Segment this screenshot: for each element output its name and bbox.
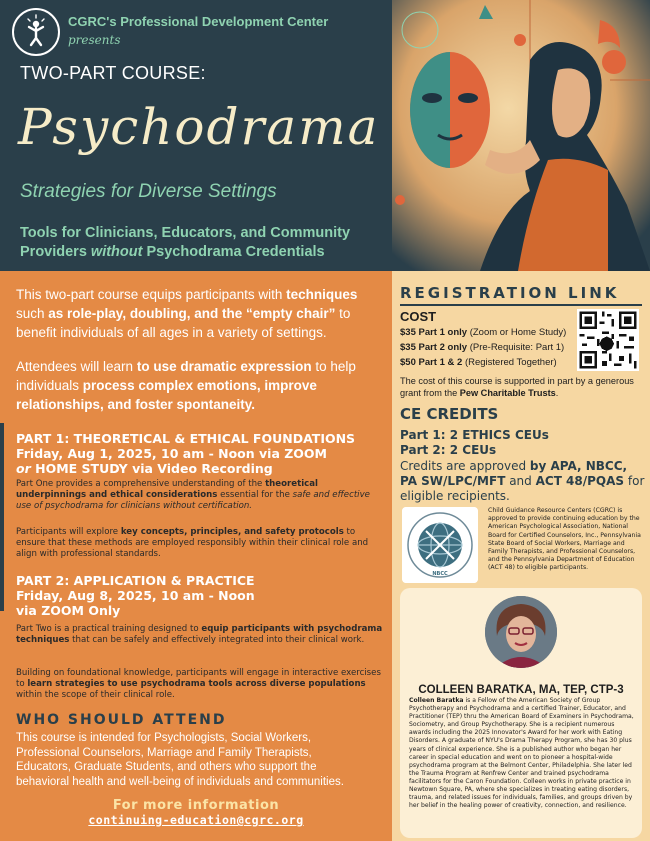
text-emphasis: ACT 48/PQAS: [535, 474, 625, 488]
who-should-attend-text: This course is intended for Psychologists, Social Workers, Professional Counselors, Marriage and Family Therapists, Educators, Graduate Students, and others who support the behavioral health and well-being of individuals and communities.: [16, 732, 344, 788]
presenter-name: CGRC's Professional Development Center: [68, 14, 329, 29]
part1-description-2: [16, 527, 384, 560]
ce-part1: Part 1: 2 ETHICS CEUs: [400, 428, 549, 442]
tagline-line-1: Tools for Clinicians, Educators, and Community: [20, 225, 351, 241]
person-icon: [14, 10, 58, 54]
cost-price: $35 Part 1 only: [400, 327, 468, 338]
text-emphasis: techniques: [286, 287, 358, 302]
more-info-label: For more information: [112, 798, 280, 813]
cost-row: [400, 327, 566, 338]
text-run: to help individuals: [16, 359, 356, 393]
cost-note: (Pre-Requisite: Part 1): [467, 342, 565, 353]
tagline-part: Providers: [20, 244, 91, 260]
text-run: for eligible recipients.: [400, 474, 645, 503]
text-run: The cost of this course is supported in part by a generous grant from the: [400, 376, 634, 398]
course-tagline: [20, 224, 400, 262]
text-italic: safe and effective use of psychodrama for clinicians without certification.: [16, 490, 370, 511]
header-banner: [0, 0, 650, 271]
course-subtitle: Strategies for Diverse Settings: [20, 181, 277, 202]
text-run: Building on foundational knowledge, participants will engage in interactive exercises to: [16, 668, 381, 689]
part2-via: via ZOOM Only: [16, 603, 121, 618]
text-emphasis: or: [16, 461, 31, 476]
text-run: such: [16, 306, 49, 321]
ce-approval-text: [400, 459, 648, 504]
part2-description-1: [16, 624, 384, 646]
cost-row: [400, 357, 557, 368]
cgrc-logo: [12, 8, 60, 56]
text-run: is a Fellow of the American Society of Group Psychotherapy and Psychodrama and a certified Trainer, Educator, and Practitioner (TEP) thru the American Board of Examiners in Psychodrama, Sociometry, and Group Psychotherapy. She is a recipient numerous awards including the 2025 Innovator's Award for her work with Eating Disorders. A graduate of NYU's Drama Therapy Program, she has 30 plus years of clinical experience. She is a published author who began her career in special education and went on to pioneer a hospital-wide psychodrama program at the Belmont Center, Philadelphia. She later led the Trauma Program at Renfrew Center and trained psychodrama facilitators for the Caron Foundation. Colleen works in private practice in Newtown Square, PA, where she specializes in treating eating disorders, trauma, and related issues for individuals, families, and groups driven by her belief in the healing power of creativity, connection, and resilience.: [409, 697, 634, 810]
header-text-area: [0, 0, 390, 271]
part2-date: Friday, Aug 8, 2025, 10 am - Noon: [16, 588, 255, 603]
cost-price: $35 Part 2 only: [400, 342, 468, 353]
ce-credits-heading: CE CREDITS: [400, 405, 499, 423]
text-run: Attendees will learn: [16, 359, 137, 374]
intro-paragraph-1: [16, 285, 386, 342]
part2-description-2: [16, 668, 384, 701]
section-accent-bar: [0, 423, 4, 611]
text-run: to benefit individuals of all ages in a variety of settings.: [16, 306, 351, 340]
text-emphasis: equip participants with psychodrama techniques: [16, 624, 383, 645]
seal-label: NBCC: [432, 571, 448, 577]
text-run: Part Two is a practical training designed to: [16, 624, 202, 634]
instructor-name: COLLEEN BARATKA, MA, TEP, CTP-3: [418, 684, 624, 696]
cost-funding-note: [400, 375, 644, 399]
mask-portrait-illustration: [380, 0, 650, 271]
instructor-bio-card: [400, 588, 642, 838]
tagline-emphasis: without: [90, 244, 143, 260]
text-emphasis: learn strategies to use psychodrama tools across diverse populations: [27, 679, 366, 689]
registration-link-heading[interactable]: REGISTRATION LINK: [400, 284, 642, 306]
text-run: and: [505, 474, 536, 488]
text-run: that can be safely and effectively integrated into their clinical work.: [69, 635, 365, 645]
text-emphasis: theoretical underpinnings and ethical considerations: [16, 479, 318, 500]
text-run: .: [555, 388, 559, 398]
text-run: Participants will explore: [16, 527, 121, 537]
part1-heading: PART 1: THEORETICAL & ETHICAL FOUNDATIONS: [16, 431, 356, 446]
text-emphasis: Pew Charitable Trusts: [459, 388, 556, 398]
part1-description-1: [16, 479, 384, 512]
cost-heading: COST: [400, 309, 437, 324]
intro-paragraph-2: [16, 357, 388, 414]
part2-heading: PART 2: APPLICATION & PRACTICE: [16, 573, 255, 588]
instructor-avatar: [485, 596, 557, 668]
text-run: This two-part course equips participants with: [16, 287, 287, 302]
ce-provider-statement: Child Guidance Resource Centers (CGRC) is approved to provide continuing education by the American Psychological Association, National Board for Certified Counselors, Inc., Pennsylvania State Board of Social Workers, Marriage and Family Therapists, and Professional Counselors, and the Pennsylvania Department of Education (ACT 48) to eligible participants.: [488, 507, 641, 572]
nbcc-provider-seal: [402, 507, 478, 583]
who-should-attend-heading: WHO SHOULD ATTEND: [16, 712, 227, 728]
ce-part2: Part 2: 2 CEUs: [400, 443, 497, 457]
text-run: HOME STUDY via Video Recording: [30, 461, 273, 476]
instructor-bio-text: [409, 697, 635, 810]
presents-label: presents: [68, 33, 121, 47]
text-run: Credits are approved: [400, 459, 530, 473]
cost-row: [400, 342, 564, 353]
text-emphasis: by APA, NBCC, PA SW/LPC/MFT: [400, 459, 628, 488]
text-run: Part One provides a comprehensive understanding of the: [16, 479, 266, 489]
cost-price: $50 Part 1 & 2: [400, 357, 463, 368]
text-emphasis: as role-play, doubling, and the “empty chair”: [48, 306, 336, 321]
part1-alternative: [16, 461, 273, 477]
registration-qr-code[interactable]: [577, 309, 639, 371]
course-details-column: [0, 271, 392, 841]
tagline-part: Psychodrama Credentials: [142, 244, 325, 260]
cost-note: (Zoom or Home Study): [467, 327, 567, 338]
course-type: TWO-PART COURSE:: [20, 63, 206, 83]
text-run: to ensure that these methods are employed responsibly within their clinical role and align with professional standards.: [16, 527, 369, 559]
text-emphasis: process complex emotions, improve relationships, and foster spontaneity.: [16, 378, 317, 412]
registration-column: [392, 271, 650, 841]
tagline-line-2: [20, 243, 400, 262]
course-title: Psychodrama: [18, 98, 380, 156]
cost-note: (Registered Together): [462, 357, 557, 368]
text-emphasis: to use dramatic expression: [136, 359, 312, 374]
part1-date: Friday, Aug 1, 2025, 10 am - Noon via ZOOM: [16, 446, 327, 461]
contact-email-link[interactable]: continuing-education@cgrc.org: [88, 813, 304, 827]
text-emphasis: Colleen Baratka: [409, 697, 464, 704]
text-run: within the scope of their clinical role.: [16, 690, 175, 700]
text-emphasis: key concepts, principles, and safety protocols: [120, 527, 344, 537]
text-run: essential for the: [217, 490, 293, 500]
